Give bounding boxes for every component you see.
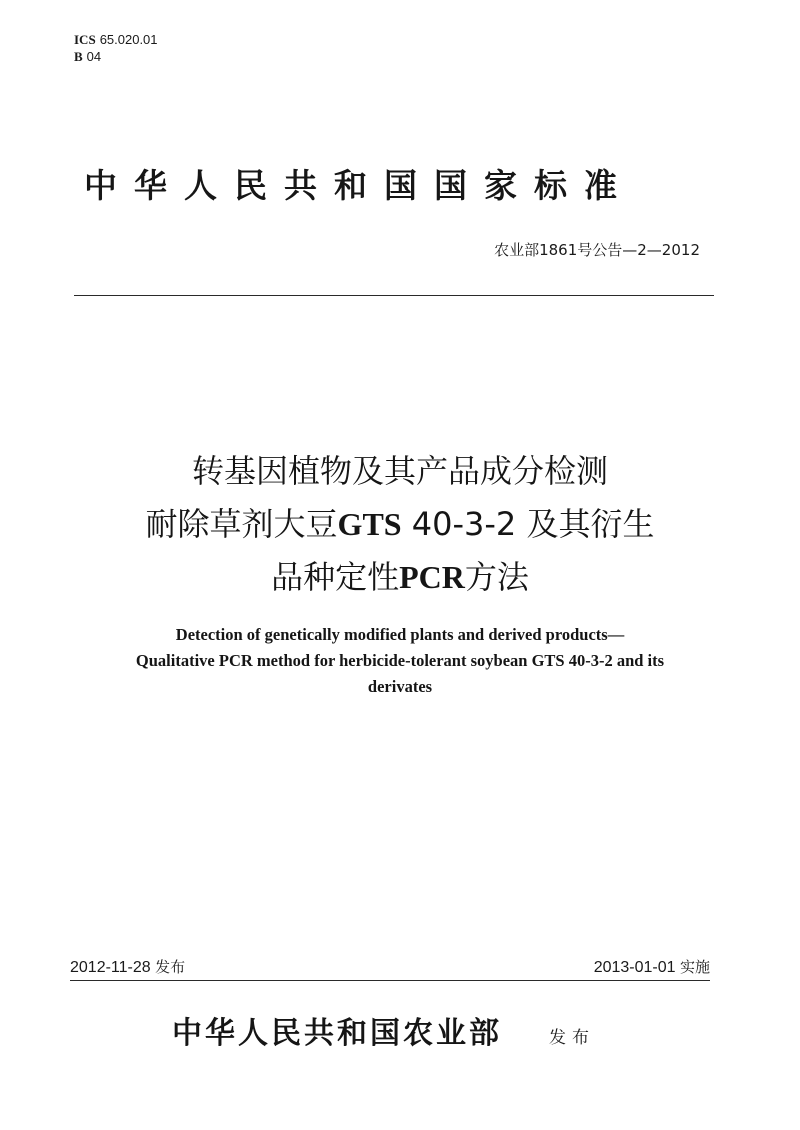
ics-label: ICS: [74, 32, 96, 47]
chinese-title-line-2: [40, 498, 760, 551]
standard-number: 农业部1861号公告—2—2012: [494, 241, 700, 259]
title-line-3-suffix: 方法: [464, 558, 529, 596]
implement-date: 2013-01-01: [593, 959, 676, 976]
ccs-label: B: [74, 49, 83, 64]
issue-label: 发布: [155, 958, 186, 976]
english-title: [40, 622, 760, 700]
national-standard-title: 中华人民共和国国家标准: [84, 166, 634, 205]
ccs-code-row: [74, 48, 158, 65]
ccs-code: 04: [86, 49, 102, 64]
chinese-title: [40, 445, 760, 604]
implement-date-group: [594, 955, 710, 980]
ics-code: 65.020.01: [99, 32, 158, 47]
chinese-title-line-1: 转基因植物及其产品成分检测: [191, 452, 608, 490]
footer-divider: [70, 980, 710, 981]
issue-date: 2012-11-28: [70, 959, 151, 976]
issuer-name: 中华人民共和国农业部: [172, 1016, 502, 1051]
english-title-line-3: derivates: [367, 677, 433, 696]
header-divider: [74, 295, 714, 296]
implement-label: 实施: [679, 958, 710, 976]
title-line-3-prefix: 品种定性: [271, 558, 400, 596]
english-title-line-2: Qualitative PCR method for herbicide-tolerant soybean GTS 40-3-2 and its: [135, 651, 665, 670]
ics-code-row: [74, 31, 158, 48]
title-line-3-latin: PCR: [399, 559, 465, 595]
title-line-2-suffix: 及其衍生: [526, 505, 655, 543]
title-line-2-prefix: 耐除草剂大豆: [145, 505, 338, 543]
date-row: [70, 955, 710, 979]
title-line-2-number: 40-3-2: [401, 505, 527, 543]
issuer-suffix: 发布: [549, 1028, 595, 1048]
chinese-title-line-3: [40, 551, 760, 604]
issue-date-group: [70, 955, 185, 980]
title-line-2-latin: GTS: [337, 506, 402, 542]
english-title-line-1: Detection of genetically modified plants and derived products—: [175, 625, 625, 644]
classification-codes: [74, 31, 158, 65]
